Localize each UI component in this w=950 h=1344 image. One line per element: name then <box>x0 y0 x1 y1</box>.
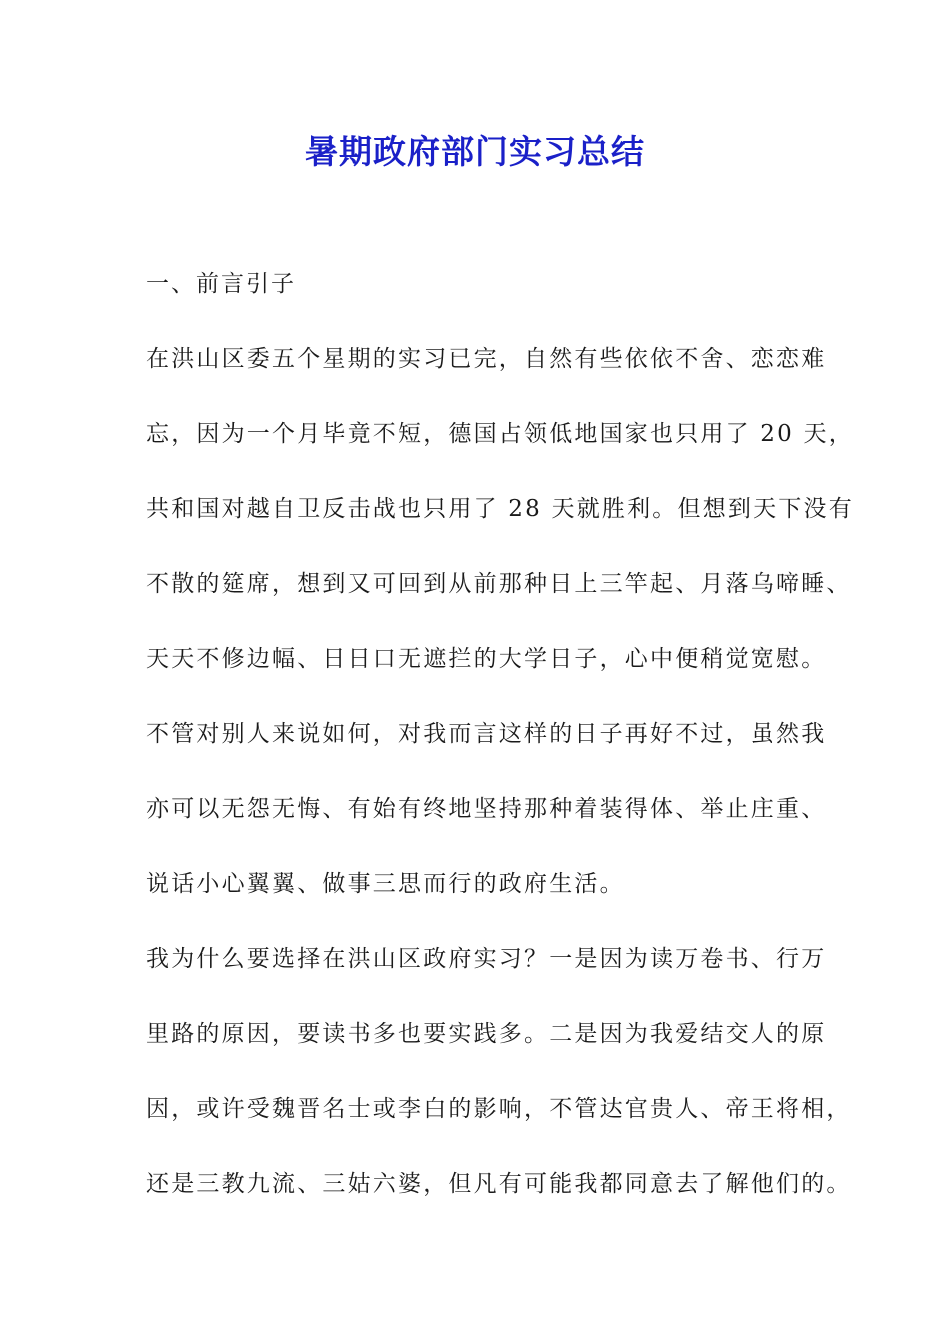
text-line: 我为什么要选择在洪山区政府实习？一是因为读万卷书、行万 <box>146 946 827 972</box>
text-line: 不散的筵席，想到又可回到从前那种日上三竿起、月落乌啼睡、 <box>146 571 852 597</box>
text-line: 因，或许受魏晋名士或李白的影响，不管达官贵人、帝王将相， <box>146 1096 852 1122</box>
text-line: 在洪山区委五个星期的实习已完，自然有些依依不舍、恋恋难 <box>146 346 827 372</box>
text-line: 还是三教九流、三姑六婆，但凡有可能我都同意去了解他们的。 <box>146 1171 852 1197</box>
text-line: 不管对别人来说如何，对我而言这样的日子再好不过，虽然我 <box>146 721 827 747</box>
text-line: 里路的原因，要读书多也要实践多。二是因为我爱结交人的原 <box>146 1021 827 1047</box>
text-line: 共和国对越自卫反击战也只用了 28 天就胜利。但想到天下没有 <box>146 496 854 522</box>
text-line: 天天不修边幅、日日口无遮拦的大学日子，心中便稍觉宽慰。 <box>146 646 827 672</box>
text-line: 忘，因为一个月毕竟不短，德国占领低地国家也只用了 20 天， <box>146 421 854 447</box>
text-line: 说话小心翼翼、做事三思而行的政府生活。 <box>146 871 625 897</box>
section-heading-intro: 一、前言引子 <box>146 271 296 297</box>
body-text <box>146 341 854 1241</box>
document-title: 暑期政府部门实习总结 <box>305 132 645 171</box>
text-line: 亦可以无怨无悔、有始有终地坚持那种着装得体、举止庄重、 <box>146 796 827 822</box>
